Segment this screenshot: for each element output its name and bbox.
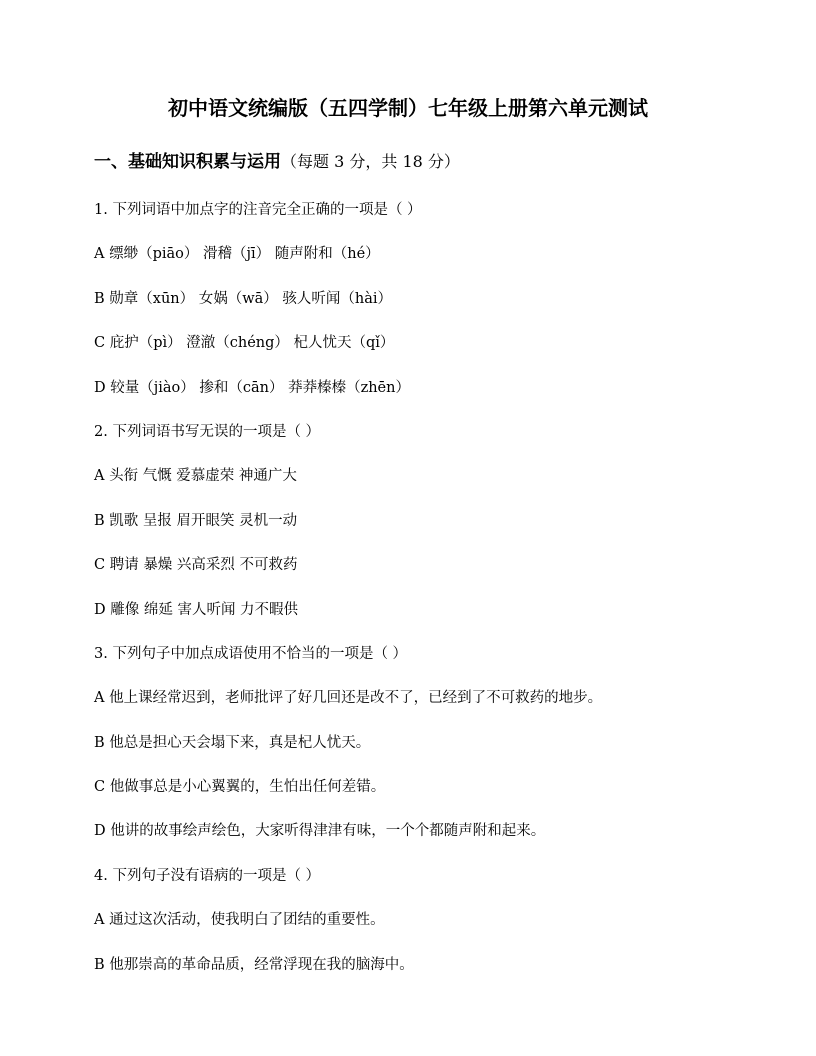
- page-title: 初中语文统编版（五四学制）七年级上册第六单元测试: [168, 96, 648, 120]
- question-2-option-d: D 雕像 绵延 害人听闻 力不暇供: [94, 601, 299, 618]
- section-score-note: （每题 3 分，共 18 分）: [281, 152, 460, 171]
- question-4-option-b: B 他那崇高的革命品质，经常浮现在我的脑海中。: [94, 956, 414, 973]
- question-list: [94, 199, 774, 998]
- question-2-stem: 2. 下列词语书写无误的一项是（ ）: [94, 423, 321, 440]
- question-3-option-c: C 他做事总是小心翼翼的，生怕出任何差错。: [94, 779, 386, 796]
- question-3-stem: 3. 下列句子中加点成语使用不恰当的一项是（ ）: [94, 645, 408, 662]
- question-2-option-c: C 聘请 暴燥 兴高采烈 不可救药: [94, 557, 298, 574]
- question-4-stem: 4. 下列句子没有语病的一项是（ ）: [94, 867, 321, 884]
- question-2-option-b: B 凯歌 呈报 眉开眼笑 灵机一动: [94, 512, 298, 529]
- question-4-option-a: A 通过这次活动，使我明白了团结的重要性。: [94, 912, 385, 929]
- question-3-option-b: B 他总是担心天会塌下来，真是杞人忧天。: [94, 734, 371, 751]
- question-3-option-d: D 他讲的故事绘声绘色，大家听得津津有味，一个个都随声附和起来。: [94, 823, 546, 840]
- section-heading: [94, 149, 460, 175]
- question-1-stem: 1. 下列词语中加点字的注音完全正确的一项是（ ）: [94, 202, 422, 218]
- question-1-option-c: C 庇护（pì） 澄澈（chéng） 杞人忧天（qǐ）: [94, 335, 395, 352]
- question-2-option-a: A 头衔 气慨 爱慕虚荣 神通广大: [94, 468, 297, 485]
- section-title: 一、基础知识积累与运用: [94, 152, 281, 172]
- question-1-option-d: D 较量（jiào） 掺和（cān） 莽莽榛榛（zhēn）: [94, 379, 410, 396]
- question-1-option-a: A 缥缈（piāo） 滑稽（jī） 随声附和（hé）: [94, 246, 380, 263]
- question-1-option-b: B 勋章（xūn） 女娲（wā） 骇人听闻（hài）: [94, 290, 393, 307]
- question-3-option-a: A 他上课经常迟到，老师批评了好几回还是改不了，已经到了不可救药的地步。: [94, 690, 603, 707]
